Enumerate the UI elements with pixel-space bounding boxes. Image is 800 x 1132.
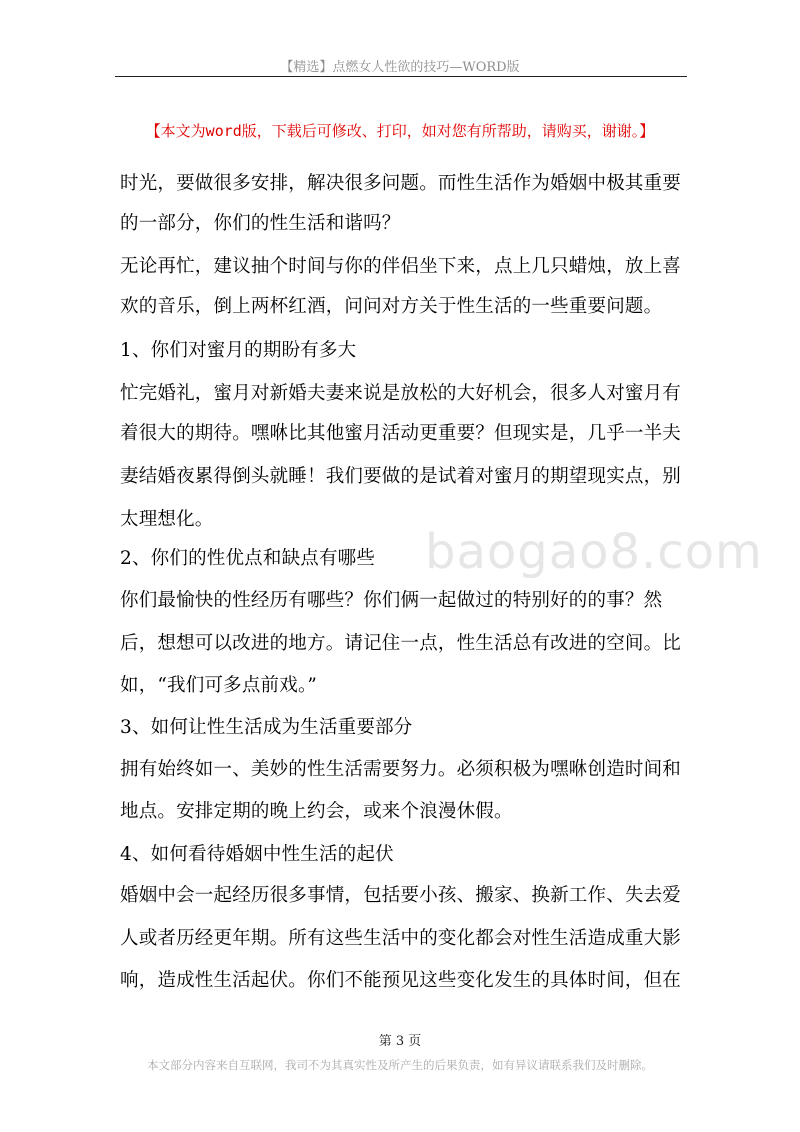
body-line: 后，想想可以改进的地方。请记住一点，性生活总有改进的空间。比	[120, 633, 682, 654]
header-divider	[115, 76, 687, 77]
section-heading: 2、你们的性优点和缺点有哪些	[120, 548, 376, 569]
body-line: 妻结婚夜累得倒头就睡！我们要做的是试着对蜜月的期望现实点，别	[120, 466, 682, 487]
body-line: 婚姻中会一起经历很多事情，包括要小孩、搬家、换新工作、失去爱	[120, 885, 682, 906]
body-line: 响，造成性生活起伏。你们不能预见这些变化发生的具体时间，但在	[120, 970, 682, 991]
body-line: 如，“我们可多点前戏。”	[120, 675, 318, 696]
page-number: 第 3 页	[378, 1034, 422, 1049]
body-line: 时光，要做很多安排，解决很多问题。而性生活作为婚姻中极其重要	[120, 173, 682, 194]
body-line: 拥有始终如一、美妙的性生活需要努力。必须积极为嘿咻创造时间和	[120, 759, 682, 780]
section-heading: 4、如何看待婚姻中性生活的起伏	[120, 844, 394, 865]
body-line: 忙完婚礼，蜜月对新婚夫妻来说是放松的大好机会，很多人对蜜月有	[120, 383, 682, 404]
header-title: 【精选】点燃女人性欲的技巧—WORD版	[280, 60, 520, 75]
body-line: 欢的音乐，倒上两杯红酒，问问对方关于性生活的一些重要问题。	[120, 296, 663, 317]
purchase-notice: 【本文为word版，下载后可修改、打印，如对您有所帮助，请购买，谢谢。】	[145, 122, 655, 140]
body-line: 无论再忙，建议抽个时间与你的伴侣坐下来，点上几只蜡烛，放上喜	[120, 256, 682, 277]
section-heading: 3、如何让性生活成为生活重要部分	[120, 717, 413, 738]
body-line: 的一部分，你们的性生活和谐吗？	[120, 213, 401, 234]
body-line: 地点。安排定期的晚上约会，或来个浪漫休假。	[120, 801, 513, 822]
body-line: 太理想化。	[120, 509, 214, 530]
watermark: baogao8.com	[425, 524, 763, 580]
body-line: 人或者历经更年期。所有这些生活中的变化都会对性生活造成重大影	[120, 928, 682, 949]
body-line: 着很大的期待。嘿咻比其他蜜月活动更重要？但现实是，几乎一半夫	[120, 423, 682, 444]
section-heading: 1、你们对蜜月的期盼有多大	[120, 340, 357, 361]
body-line: 你们最愉快的性经历有哪些？你们俩一起做过的特别好的的事？然	[120, 590, 663, 611]
footer-disclaimer: 本文部分内容来自互联网，我司不为其真实性及所产生的后果负责，如有异议请联系我们及时删除。	[147, 1058, 653, 1072]
